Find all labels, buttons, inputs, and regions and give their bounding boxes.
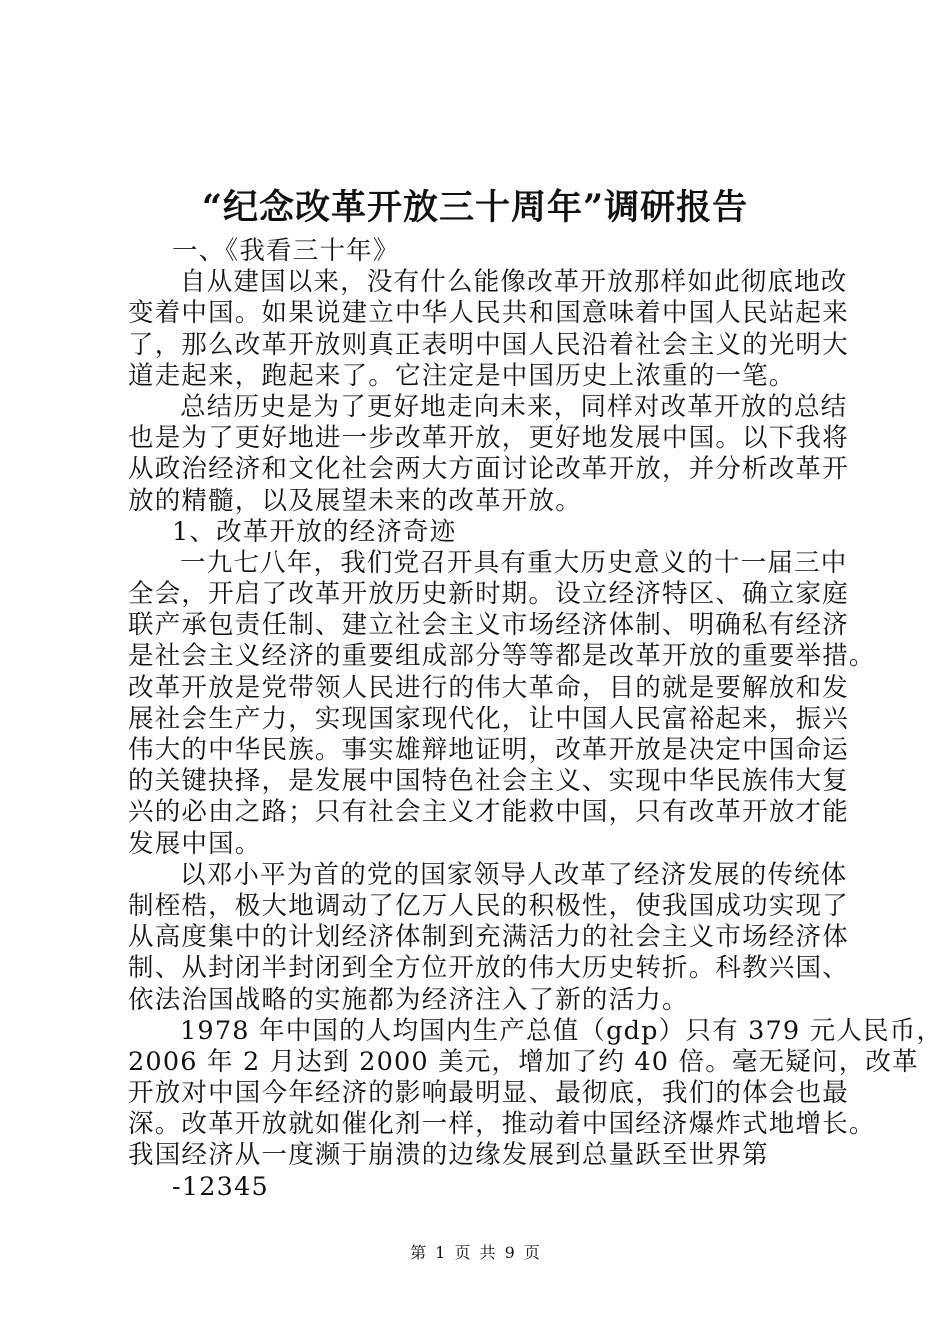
paragraph-line: 深。改革开放就如催化剂一样，推动着中国经济爆炸式地增长。 <box>128 1109 876 1140</box>
subsection-heading: 1、改革开放的经济奇迹 <box>172 516 457 547</box>
paragraph-line: 以邓小平为首的党的国家领导人改革了经济发展的传统体 <box>180 859 848 890</box>
paragraph-line: 1978 年中国的人均国内生产总值（gdp）只有 379 元人民币， <box>180 1015 944 1046</box>
paragraph-line: 道走起来，跑起来了。它注定是中国历史上浓重的一笔。 <box>128 360 796 391</box>
paragraph-line: 总结历史是为了更好地走向未来，同样对改革开放的总结 <box>180 391 848 422</box>
paragraph-line: 放的精髓，以及展望未来的改革开放。 <box>128 485 582 516</box>
paragraph-line: 改革开放是党带领人民进行的伟大革命，目的就是要解放和发 <box>128 672 849 703</box>
paragraph-line: 开放对中国今年经济的影响最明显、最彻底，我们的体会也最 <box>128 1078 849 1109</box>
document-title: “纪念改革开放三十周年”调研报告 <box>201 187 749 228</box>
paragraph-line: 我国经济从一度濒于崩溃的边缘发展到总量跃至世界第 <box>128 1140 769 1171</box>
paragraph-line: 制桎梏，极大地调动了亿万人民的积极性，使我国成功实现了 <box>128 890 849 921</box>
paragraph-line: 2006 年 2 月达到 2000 美元，增加了约 40 倍。毫无疑问，改革 <box>128 1046 919 1077</box>
paragraph-line: 从高度集中的计划经济体制到充满活力的社会主义市场经济体 <box>128 922 849 953</box>
paragraph-line: 也是为了更好地进一步改革开放，更好地发展中国。以下我将 <box>128 423 849 454</box>
paragraph-line: 兴的必由之路；只有社会主义才能救中国，只有改革开放才能 <box>128 797 849 828</box>
page-marker: -12345 <box>172 1171 269 1202</box>
section-heading: 一、《我看三十年》 <box>172 236 400 266</box>
paragraph-line: 自从建国以来，没有什么能像改革开放那样如此彻底地改 <box>180 267 848 298</box>
paragraph-line: 发展中国。 <box>128 828 262 859</box>
paragraph-line: 了，那么改革开放则真正表明中国人民沿着社会主义的光明大 <box>128 329 849 360</box>
paragraph-line: 是社会主义经济的重要组成部分等等都是改革开放的重要举措。 <box>128 641 876 672</box>
page-footer: 第 1 页 共 9 页 <box>410 1243 540 1262</box>
paragraph-line: 依法治国战略的实施都为经济注入了新的活力。 <box>128 984 689 1015</box>
paragraph-line: 从政治经济和文化社会两大方面讨论改革开放，并分析改革开 <box>128 454 849 485</box>
paragraph-line: 制、从封闭半封闭到全方位开放的伟大历史转折。科教兴国、 <box>128 953 849 984</box>
paragraph-line: 一九七八年，我们党召开具有重大历史意义的十一届三中 <box>180 547 848 578</box>
document-body <box>128 236 944 1203</box>
paragraph-line: 联产承包责任制、建立社会主义市场经济体制、明确私有经济 <box>128 610 849 641</box>
paragraph-line: 的关键抉择，是发展中国特色社会主义、实现中华民族伟大复 <box>128 766 849 797</box>
paragraph-line: 全会，开启了改革开放历史新时期。设立经济特区、确立家庭 <box>128 579 849 610</box>
paragraph-line: 变着中国。如果说建立中华人民共和国意味着中国人民站起来 <box>128 298 849 329</box>
paragraph-line: 展社会生产力，实现国家现代化，让中国人民富裕起来，振兴 <box>128 703 849 734</box>
paragraph-line: 伟大的中华民族。事实雄辩地证明，改革开放是决定中国命运 <box>128 735 849 765</box>
